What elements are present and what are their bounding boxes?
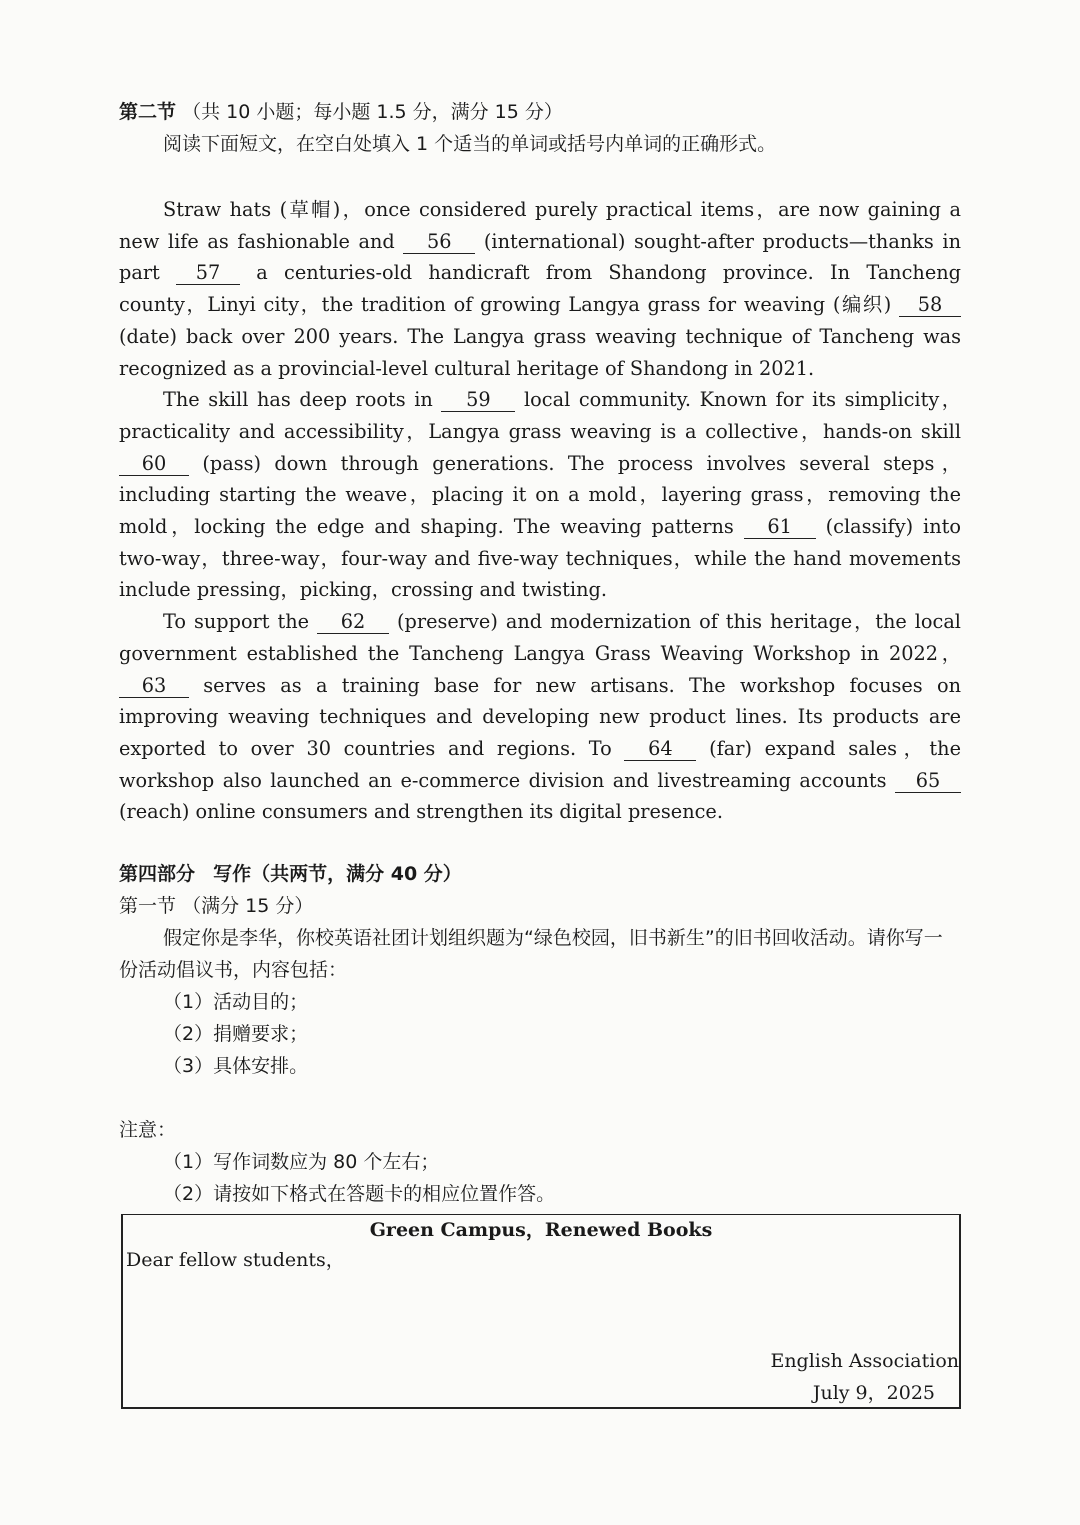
section2-score-note: （共 10 小题；每小题 1.5 分，满分 15 分） [182, 101, 563, 123]
exam-page [119, 96, 961, 1210]
blank-61: 61 [744, 516, 816, 539]
passage-paragraph-3 [119, 606, 961, 828]
passage-text: local community. Known for its simplicity，practicality and accessibility，Langya grass weaving is a collective，hands-on skill [119, 388, 961, 443]
writing-part [119, 858, 961, 1210]
blank-60: 60 [119, 453, 189, 476]
blank-62: 62 [317, 611, 389, 634]
section2-title: 第二节 [119, 101, 177, 123]
letter-signature: English Association [770, 1350, 959, 1372]
blank-65: 65 [895, 770, 961, 793]
passage-text: (pass) down through generations. The process involves several steps，including starting the weave，placing it on a mold，layering grass，removing the mold，locking the edge and shaping. The weaving patterns [119, 451, 962, 539]
passage-text: a centuries-old handicraft from Shandong province. In Tancheng county，Linyi city，the tradition of growing Langya grass for weaving (编织) [119, 261, 961, 317]
passage-text: The skill has deep roots in [163, 388, 442, 412]
passage-text: To support the [163, 610, 318, 634]
blank-64: 64 [624, 738, 696, 761]
passage-paragraph-1 [119, 194, 961, 384]
task-item: （3）具体安排。 [163, 1055, 309, 1078]
note-item: （1）写作词数应为 80 个左右； [163, 1151, 440, 1174]
writing-section1-heading [119, 890, 961, 922]
blank-63: 63 [119, 675, 189, 698]
blank-57: 57 [176, 262, 240, 285]
part4-label: 第四部分 [119, 863, 196, 886]
passage-text: (classify) into two-way，three-way，four-way and five-way techniques，while the hand movements include pressing，picking，crossing and twisting. [119, 515, 961, 602]
answer-format-box [121, 1214, 961, 1409]
passage-text: (reach) online consumers and strengthen its digital presence. [119, 800, 723, 824]
task-item: （2）捐赠要求； [163, 1023, 309, 1046]
passage-text: (date) back over 200 years. The Langya grass weaving technique of Tancheng was recognized as a provincial-level cultural heritage of Shandong in 2021. [119, 324, 961, 380]
task-item: （1）活动目的； [163, 991, 309, 1014]
writing-section1-score: （满分 15 分） [182, 895, 314, 918]
writing-task: 假定你是李华，你校英语社团计划组织题为“绿色校园，旧书新生”的旧书回收活动。请你写一份活动倡议书，内容包括： [119, 927, 943, 982]
letter-date: July 9，2025 [812, 1382, 935, 1404]
passage-text: Straw hats (草帽)，once considered purely practical items，are now gaining a new life as fashionable and [119, 198, 961, 253]
letter-greeting: Dear fellow students， [126, 1249, 345, 1271]
part4-title: 写作（共两节，满分 40 分） [213, 863, 462, 886]
passage-text: (preserve) and modernization of this heritage，the local government established the Tancheng Langya Grass Weaving Workshop in 2022， [119, 610, 961, 665]
writing-section1-title: 第一节 [119, 895, 177, 918]
passage-text: (international) sought-after products—thanks in part [119, 229, 961, 285]
note-item: （2）请按如下格式在答题卡的相应位置作答。 [163, 1183, 556, 1206]
passage-paragraph-2 [119, 384, 961, 606]
section2-heading [119, 96, 961, 128]
letter-title: Green Campus，Renewed Books [369, 1219, 713, 1241]
section2-instruction: 阅读下面短文，在空白处填入 1 个适当的单词或括号内单词的正确形式。 [163, 133, 777, 155]
cloze-passage [119, 194, 961, 828]
part4-heading [119, 858, 961, 890]
blank-56: 56 [403, 231, 475, 254]
passage-text: serves as a training base for new artisans. The workshop focuses on improving weaving techniques and developing new product lines. Its products are exported to over 30 countries and regions. To [119, 673, 961, 760]
blank-59: 59 [441, 389, 515, 412]
blank-58: 58 [899, 294, 961, 317]
notes-label: 注意： [119, 1119, 177, 1142]
passage-text: (far) expand sales，the workshop also launched an e-commerce division and livestreaming accounts [119, 736, 961, 792]
